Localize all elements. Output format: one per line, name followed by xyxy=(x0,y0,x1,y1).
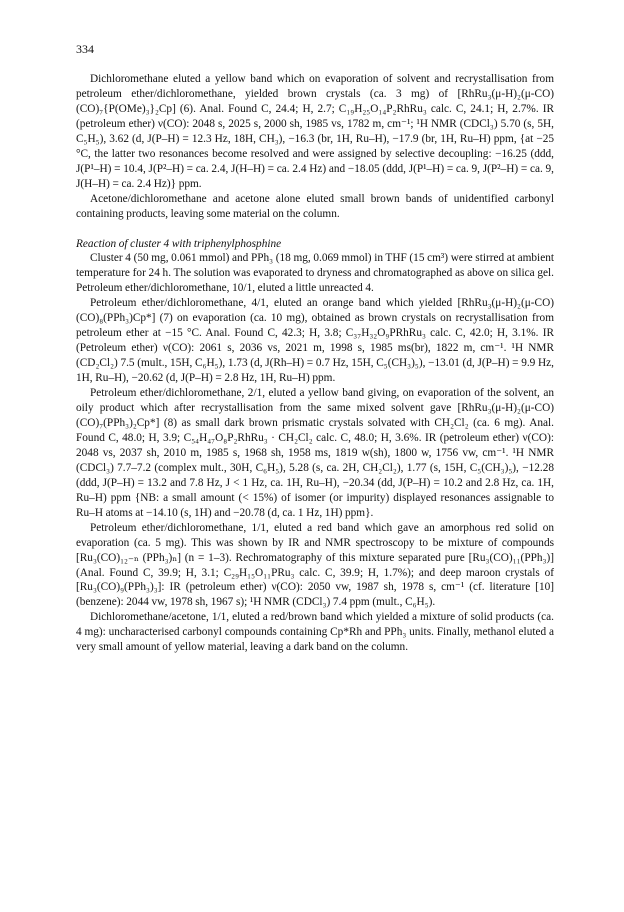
paragraph: Petroleum ether/dichloromethane, 1/1, eluted a red band which gave an amorphous red solid on evaporation (ca. 5 mg). This was shown by IR and NMR spectroscopy to be mixture of compounds [Ru₃(CO)₁₂₋ₙ (PPh₃)ₙ] (n = 1–3). Rechromatography of this mixture separated pure [Ru₃(CO)₁₁(PPh₃)] (Anal. Found C, 39.9; H, 3.1; C₂₉H₁₅O₁₁PRu₃ calc. C, 39.9; H, 1.7%); and deep maroon crystals of [Ru₃(CO)₉(PPh₃)₃]: IR (petroleum ether) ν(CO): 2050 vw, 1987 sh, 1978 s, cm⁻¹ (cf. literature [10] (benzene): 2044 vw, 1978 sh, 1967 s); ¹H NMR (CDCl₃) 7.4 ppm (mult., C₆H₅). xyxy=(76,521,554,609)
paragraph: Cluster 4 (50 mg, 0.061 mmol) and PPh₃ (18 mg, 0.069 mmol) in THF (15 cm³) were stirred at ambient temperature for 24 h. The solution was evaporated to dryness and chromatographed as above on silica gel. Petroleum ether/dichloromethane, 10/1, eluted a little unreacted 4. xyxy=(76,252,554,295)
paragraph: Petroleum ether/dichloromethane, 2/1, eluted a yellow band giving, on evaporation of the solvent, an oily product which after recrystallisation from the same mixed solvent gave [RhRu₃(μ-H)₂(μ-CO)(CO)₇(PPh₃)₂Cp*] (8) as small dark brown prismatic crystals solvated with CH₂Cl₂ (ca. 6 mg). Anal. Found C, 48.0; H, 3.9; C₅₄H₄₇O₈P₂RhRu₃ · CH₂Cl₂ calc. C, 48.0; H, 3.6%. IR (petroleum ether) ν(CO): 2048 vs, 2037 sh, 2010 m, 1985 s, 1968 sh, 1958 ms, 1819 w(sh), 1800 w, 1756 vw, cm⁻¹. ¹H NMR (CDCl₃) 7.7–7.2 (complex mult., 30H, C₆H₅), 5.28 (s, ca. 2H, CH₂Cl₂), 1.77 (s, 15H, C₅(CH₃)₅), −12.28 (ddd, J(P–H) = 13.2 and 7.8 Hz, J < 1 Hz, ca. 1H, Ru–H), −20.34 (dd, J(P–H) = 10.2 and 2.8 Hz, ca. 1H, Ru–H) ppm {NB: a small amount (< 15%) of isomer (or impurity) displayed resonances assignable to Ru–H atoms at −14.10 (s, 1H) and −20.78 (d, ca. 1 Hz, 1H) ppm}. xyxy=(76,387,554,519)
section-heading: Reaction of cluster 4 with triphenylphosphine xyxy=(76,237,282,250)
paragraph: Dichloromethane/acetone, 1/1, eluted a red/brown band which yielded a mixture of solid products (ca. 4 mg): uncharacterised carbonyl compounds containing Cp*Rh and PPh₃ units. Finally, methanol eluted a very small amount of yellow material, leaving a dark band on the column. xyxy=(76,611,554,654)
body-text xyxy=(76,72,554,655)
paragraph: Dichloromethane eluted a yellow band which on evaporation of solvent and recrystallisation from petroleum ether/dichloromethane, yielded brown crystals (ca. 3 mg) of [RhRu₃(μ-H)₂(μ-CO)(CO)₇{P(OMe)₃}₂Cp] (6). Anal. Found C, 24.4; H, 2.7; C₁₉H₂₅O₁₄P₂RhRu₃ calc. C, 24.1; H, 2.7%. IR (petroleum ether) ν(CO): 2048 s, 2025 s, 2000 sh, 1985 vs, 1782 m, cm⁻¹; ¹H NMR (CDCl₃) 5.70 (s, 5H, C₅H₅), 3.62 (d, J(P–H) = 12.3 Hz, 18H, CH₃), −16.3 (br, 1H, Ru–H), −17.9 (br, 1H, Ru–H) ppm, {at −25 °C, the latter two resonances become resolved and were assigned by selective decoupling: −16.25 (ddd, J(P¹–H) = 10.4, J(P²–H) = ca. 2.4, J(H–H) = ca. 2.4 Hz) and −18.05 (ddd, J(P¹–H) = ca. 9, J(P²–H) = ca. 9, J(H–H) = ca. 2.4 Hz)} ppm. xyxy=(76,73,554,190)
page-number: 334 xyxy=(76,42,94,56)
paragraph: Petroleum ether/dichloromethane, 4/1, eluted an orange band which yielded [RhRu₃(μ-H)₂(μ-CO)(CO)₈(PPh₃)Cp*] (7) on evaporation (ca. 10 mg), obtained as brown crystals on recrystallisation from petroleum ether at −15 °C. Anal. Found C, 42.3; H, 3.8; C₃₇H₃₂O₉PRhRu₃ calc. C, 42.0; H, 3.1%. IR (Petroleum ether) ν(CO): 2061 s, 2036 vs, 2021 m, 1998 s, 1985 ms(br), 1822 m, cm⁻¹. ¹H NMR (CD₂Cl₂) 7.5 (mult., 15H, C₆H₅), 1.73 (d, J(Rh–H) = 0.7 Hz, 15H, C₅(CH₃)₅), −13.01 (d, J(P–H) = 9.9 Hz, 1H, Ru–H), −20.62 (d, J(P–H) = 2.8 Hz, 1H, Ru–H) ppm. xyxy=(76,297,554,385)
paragraph: Acetone/dichloromethane and acetone alone eluted small brown bands of unidentified carbonyl containing products, leaving some material on the column. xyxy=(76,192,554,220)
